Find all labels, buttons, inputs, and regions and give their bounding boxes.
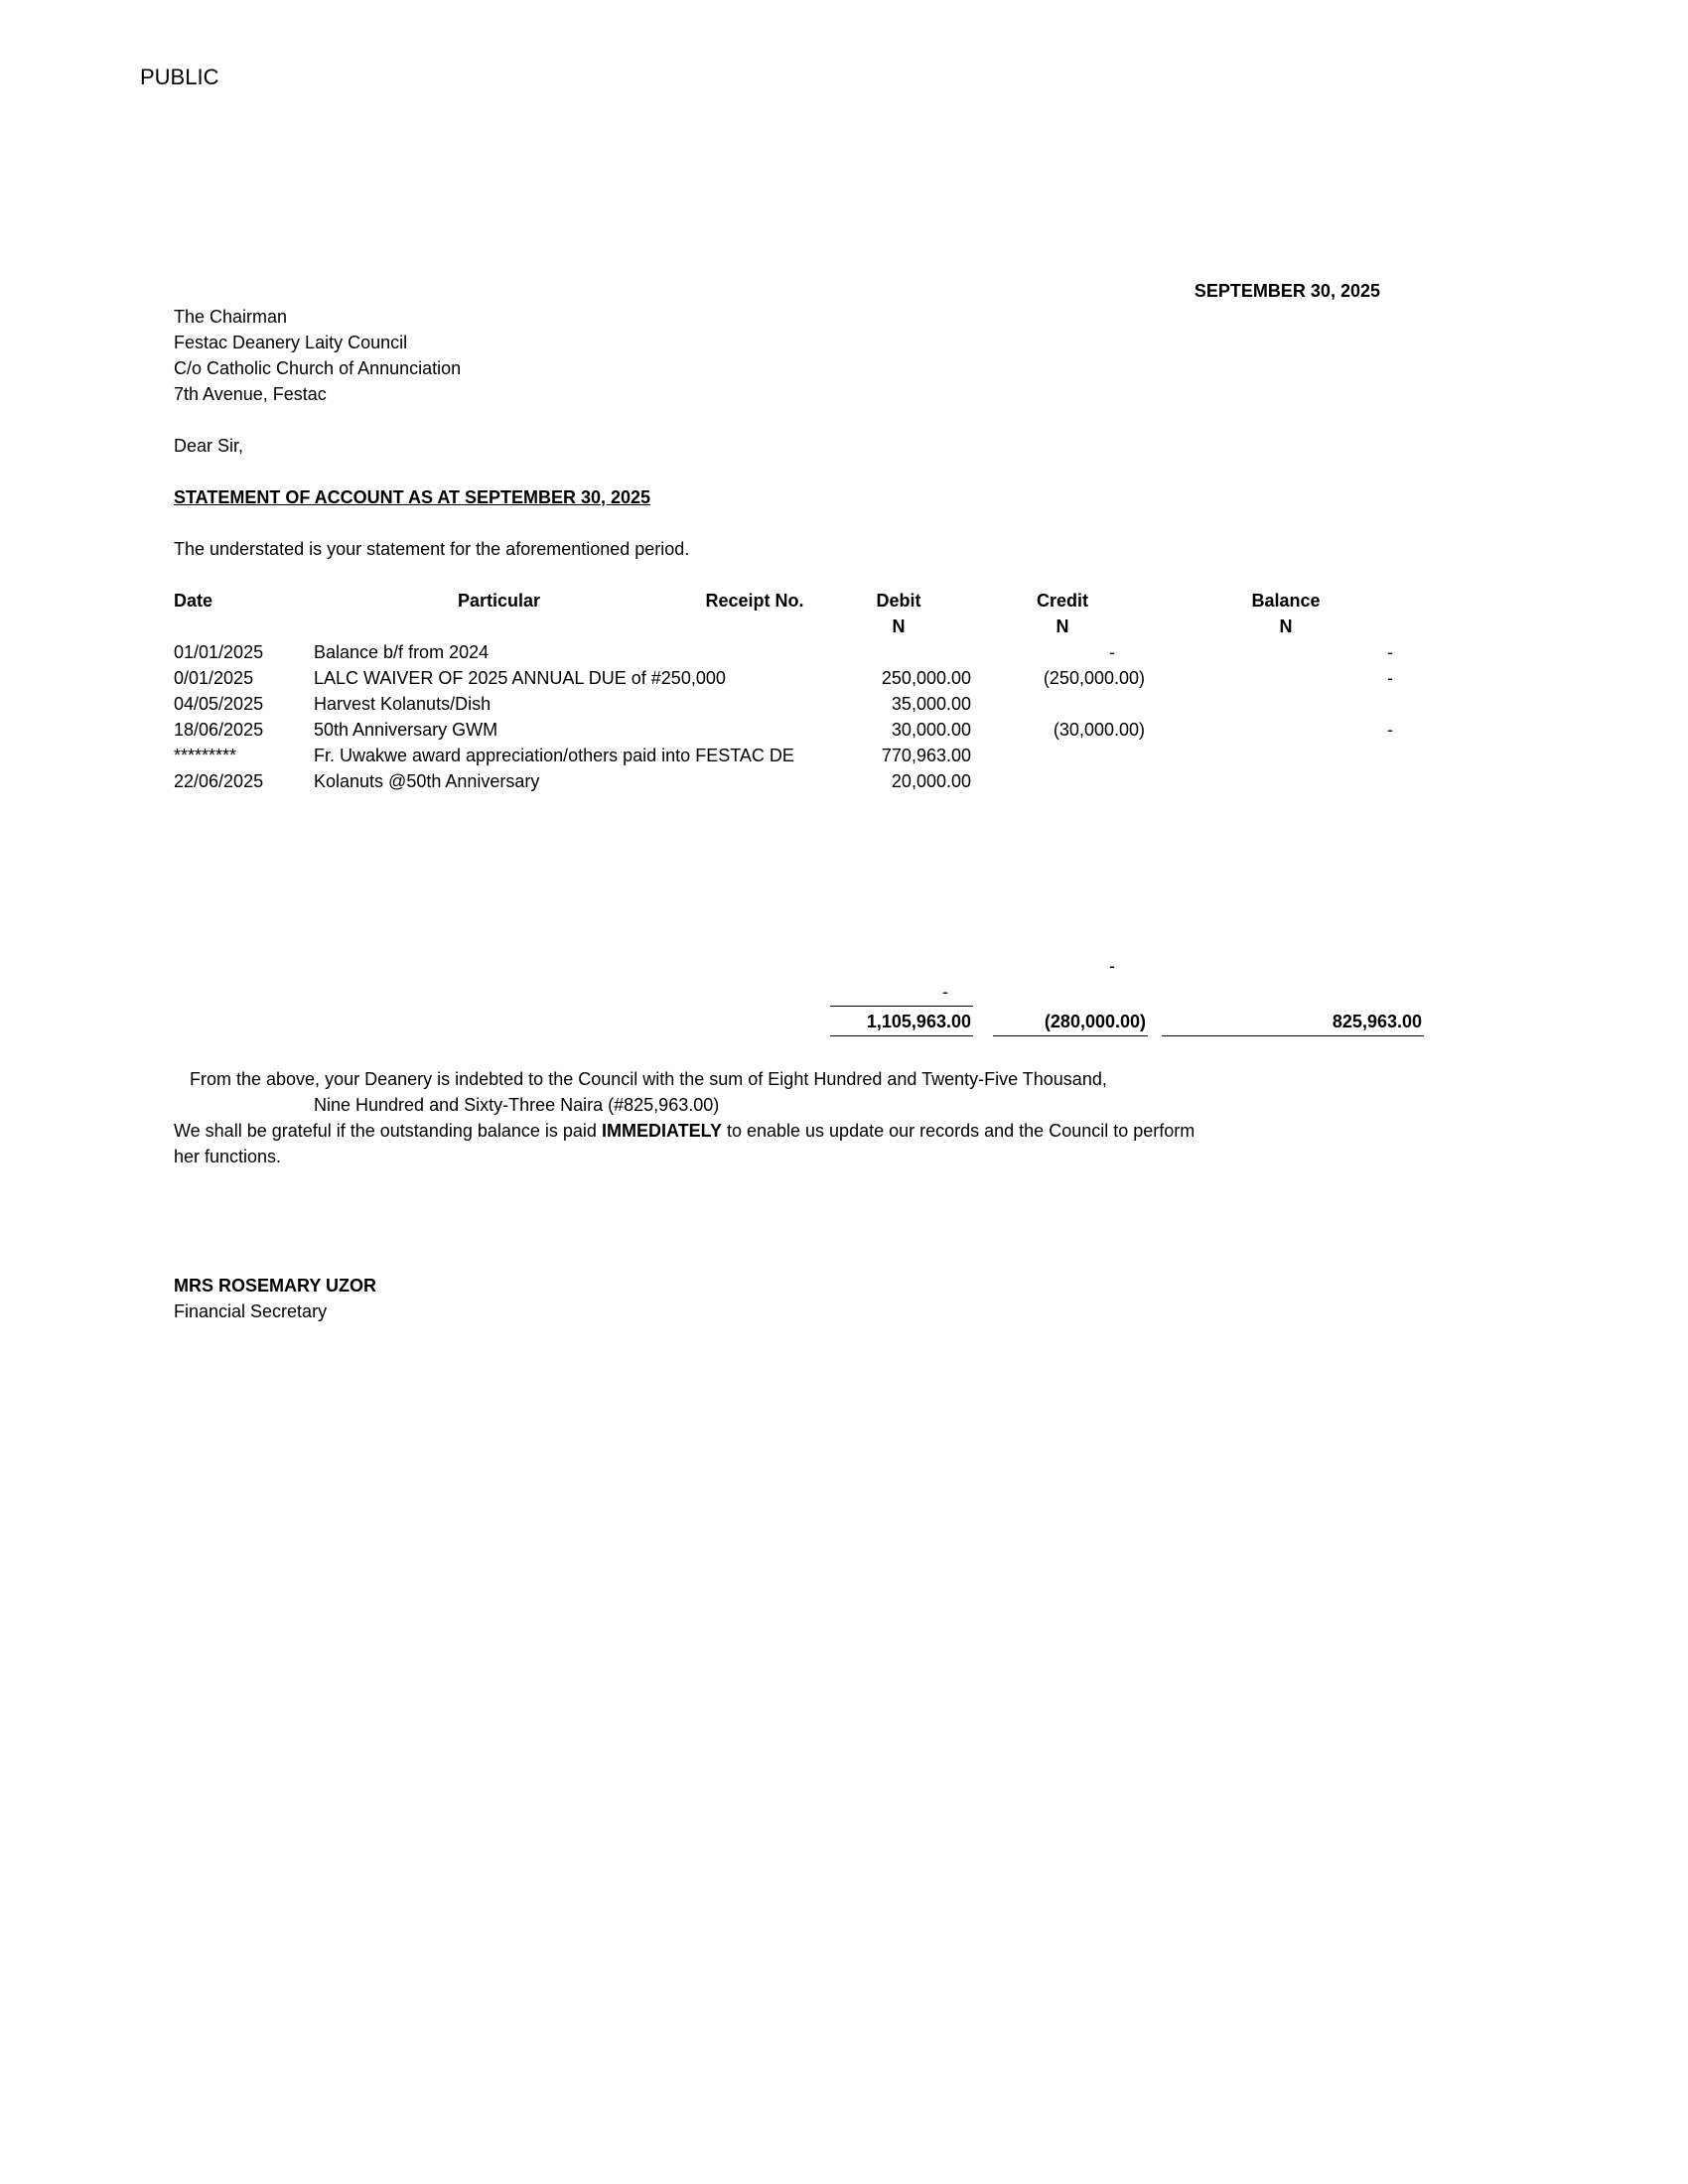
row-particular: LALC WAIVER OF 2025 ANNUAL DUE of #250,000 <box>314 668 726 688</box>
row-particular: Kolanuts @50th Anniversary <box>314 771 540 791</box>
address-line: The Chairman <box>174 307 288 327</box>
header-debit: Debit <box>876 591 921 611</box>
subject-heading: STATEMENT OF ACCOUNT AS AT SEPTEMBER 30, 2025 <box>174 487 651 507</box>
row-balance: - <box>1387 668 1393 688</box>
balance-total-underline <box>1162 1035 1424 1036</box>
credit-total-underline <box>993 1035 1148 1036</box>
signatory-title: Financial Secretary <box>174 1301 328 1321</box>
total-balance: 825,963.00 <box>1332 1012 1422 1031</box>
conclusion-line: Nine Hundred and Sixty-Three Naira (#825,963.00) <box>314 1095 720 1115</box>
credit-dash: - <box>1109 956 1115 976</box>
row-credit: (250,000.00) <box>1043 668 1145 688</box>
currency-debit: N <box>892 616 906 636</box>
row-date: 22/06/2025 <box>174 771 264 791</box>
row-date: 04/05/2025 <box>174 694 264 714</box>
debit-total-underline <box>830 1035 973 1036</box>
salutation: Dear Sir, <box>174 436 244 456</box>
address-line: C/o Catholic Church of Annunciation <box>174 358 462 378</box>
row-debit: 20,000.00 <box>891 771 971 791</box>
header-balance: Balance <box>1251 591 1321 611</box>
row-particular: 50th Anniversary GWM <box>314 720 498 740</box>
row-debit: 250,000.00 <box>881 668 971 688</box>
conclusion-line <box>174 1122 1195 1140</box>
currency-credit: N <box>1055 616 1069 636</box>
row-particular: Balance b/f from 2024 <box>314 642 490 662</box>
row-balance: - <box>1387 642 1393 662</box>
row-credit: (30,000.00) <box>1053 720 1145 740</box>
header-receipt: Receipt No. <box>705 591 804 611</box>
row-particular: Harvest Kolanuts/Dish <box>314 694 492 714</box>
row-debit: 30,000.00 <box>891 720 971 740</box>
row-particular: Fr. Uwakwe award appreciation/others paid into FESTAC DE <box>314 746 794 765</box>
row-credit: - <box>1109 642 1115 662</box>
row-date: ********* <box>174 746 237 765</box>
conclusion-text: We shall be grateful if the outstanding balance is paid <box>174 1121 602 1141</box>
emphasis-text: IMMEDIATELY <box>601 1121 722 1141</box>
row-debit: 770,963.00 <box>881 746 971 765</box>
classification-label: PUBLIC <box>140 65 219 89</box>
header-date: Date <box>174 591 213 611</box>
row-balance: - <box>1387 720 1393 740</box>
row-date: 01/01/2025 <box>174 642 264 662</box>
conclusion-text: to enable us update our records and the Council to perform <box>721 1121 1196 1141</box>
header-credit: Credit <box>1036 591 1088 611</box>
total-debit: 1,105,963.00 <box>866 1012 971 1031</box>
debit-total-rule <box>830 1006 973 1007</box>
row-debit: 35,000.00 <box>891 694 971 714</box>
address-line: 7th Avenue, Festac <box>174 384 327 404</box>
intro-text: The understated is your statement for the aforementioned period. <box>174 539 690 559</box>
address-line: Festac Deanery Laity Council <box>174 333 408 352</box>
total-credit: (280,000.00) <box>1044 1012 1146 1031</box>
signatory-name: MRS ROSEMARY UZOR <box>174 1276 377 1296</box>
header-particular: Particular <box>457 591 541 611</box>
conclusion-line: From the above, your Deanery is indebted to the Council with the sum of Eight Hundred and Twenty-Five Thousand, <box>190 1069 1107 1089</box>
letter-date: SEPTEMBER 30, 2025 <box>1194 281 1380 301</box>
debit-dash: - <box>942 982 948 1002</box>
conclusion-line: her functions. <box>174 1147 282 1166</box>
row-date: 0/01/2025 <box>174 668 254 688</box>
currency-balance: N <box>1279 616 1293 636</box>
row-date: 18/06/2025 <box>174 720 264 740</box>
